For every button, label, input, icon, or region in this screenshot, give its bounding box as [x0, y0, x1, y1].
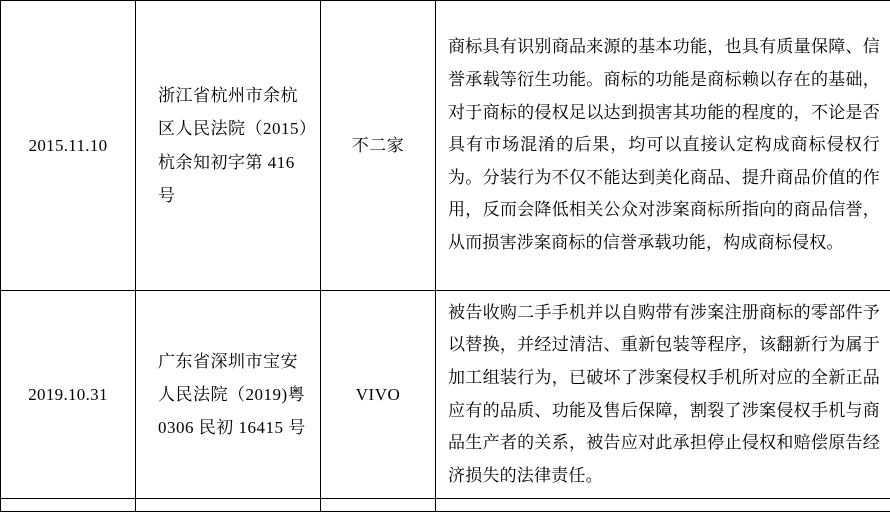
case-date-cell: [1, 1, 136, 291]
case-summary-cell: [436, 1, 890, 291]
case-date: 2019.10.31: [1, 376, 135, 414]
case-court-cell: [136, 291, 321, 499]
case-brand: 不二家: [321, 126, 435, 165]
table-row-partial: [1, 499, 890, 512]
case-brand-cell: [321, 291, 436, 499]
case-court-cell: [136, 1, 321, 291]
case-court-cell-partial: [136, 499, 321, 512]
table-row: [1, 1, 890, 291]
case-date: 2015.11.10: [1, 127, 135, 165]
case-brand: VIVO: [321, 375, 435, 414]
case-date-cell: [1, 291, 136, 499]
table-row: [1, 291, 890, 499]
case-brand-cell: [321, 1, 436, 291]
case-court: 广东省深圳市宝安人民法院（2019)粤 0306 民初 16415 号: [136, 339, 320, 450]
case-brand-cell-partial: [321, 499, 436, 512]
case-summary: 被告收购二手手机并以自购带有涉案注册商标的零部件予以替换，并经过清洁、重新包装等程序，该翻新行为属于加工组装行为，已破坏了涉案侵权手机所对应的全新正品应有的品质、功能及售后保障，割裂了涉案侵权手机与商品生产者的关系，被告应对此承担停止侵权和赔偿原告经济损失的法律责任。: [436, 293, 890, 497]
case-summary: 商标具有识别商品来源的基本功能，也具有质量保障、信誉承载等衍生功能。商标的功能是商标赖以存在的基础，对于商标的侵权足以达到损害其功能的程度的，不论是否具有市场混淆的后果，均可以直接认定构成商标侵权行为。分装行为不仅不能达到美化商品、提升商品价值的作用，反而会降低相关公众对涉案商标所指向的商品信誉，从而损害涉案商标的信誉承载功能，构成商标侵权。: [436, 27, 890, 263]
case-date-cell-partial: [1, 499, 136, 512]
case-summary-cell: [436, 291, 890, 499]
case-court: 浙江省杭州市余杭区人民法院（2015）杭余知初字第 416 号: [136, 73, 320, 218]
case-summary-cell-partial: [436, 499, 890, 512]
